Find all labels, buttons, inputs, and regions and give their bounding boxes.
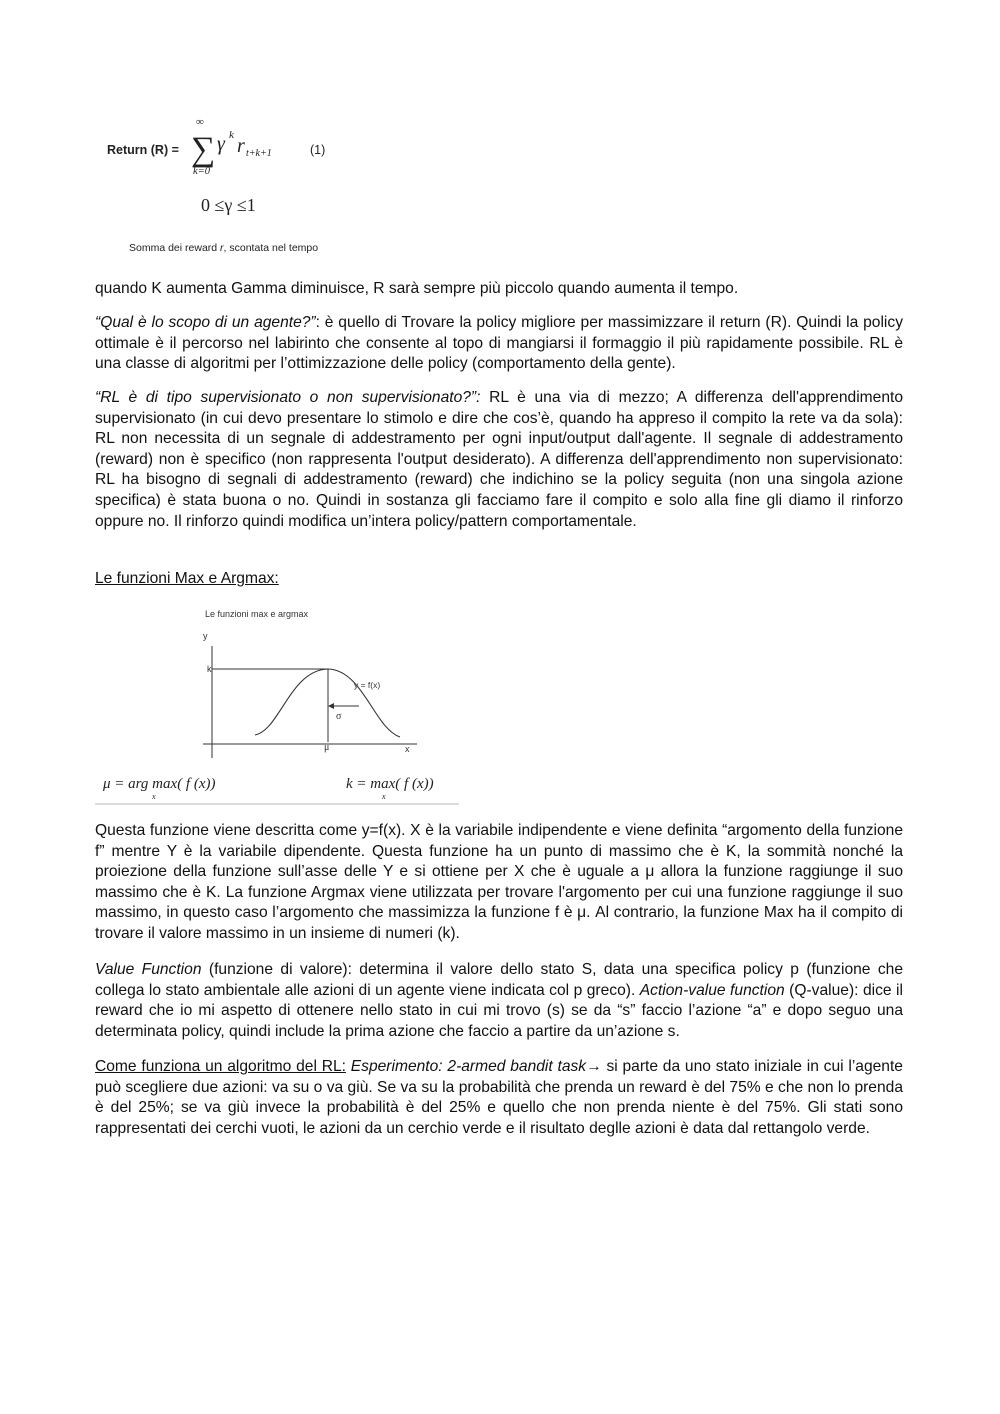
return-formula-graphic <box>95 110 355 260</box>
action-value-text: (Q-value): dice il reward che io mi aspetto di ottenere nello stato in cui mi trovo (s) se da “s” faccio l’azione “a” e dopo seguo una determinata policy, quindi include la prima azione che faccio a partire da un’azione s. <box>95 981 903 1040</box>
heading-max-argmax: Le funzioni Max e Argmax: <box>95 570 279 587</box>
max-argmax-graphic <box>95 600 465 810</box>
gamma-constraint: 0 ≤γ ≤1 <box>201 195 256 215</box>
paragraph-rl-algorithm <box>95 1057 903 1139</box>
rl-algorithm-text: si parte da uno stato iniziale in cui l’agente può scegliere due azioni: va su o va giù. Se va su la probabilità che prenda un reward è del 75% e che non lo prenda è del 25%; se va giù invece la probabilità è del 25% e quello che non prenda niente è del 75%. Gli stati sono rappresentati dei cerchi vuoti, le azioni da un cerchio verde e il risultato deglle azioni è data dal rettangolo verde. <box>95 1058 903 1137</box>
value-function-text: (funzione di valore): determina il valore dello stato S, data una specifica policy p (funzione che collega lo stato ambientale alle azioni di un agente viene indicata col p greco). <box>95 961 903 999</box>
sigma-arrowhead <box>328 703 334 709</box>
curve-label: y = f(x) <box>354 680 381 690</box>
paragraph-max-explanation: Questa funzione viene descritta come y=f(x). X è la variabile indipendente e viene definita “argomento della funzione f” mentre Y è la variabile dipendente. Questa funzione ha un punto di massimo che è K, la sommità nonché la proiezione della funzione sull’asse delle Y e si ottiene per X che è uguale a μ allora la funzione raggiunge il suo massimo che è K. La funzione Argmax viene utilizzata per trovare l'argomento per cui una funzione raggiunge il suo massimo, in questo caso l’argomento che massimizza la funzione f è μ. Al contrario, la funzione Max ha il compito di trovare il valore massimo in un insieme di numeri (k). <box>95 822 903 942</box>
k-label: k <box>207 664 212 674</box>
return-label: Return (R) = <box>107 143 179 157</box>
paragraph-value-function <box>95 960 903 1042</box>
gamma-exponent: k <box>229 129 234 141</box>
argmax-formula: μ = arg max( f (x)) <box>103 776 216 792</box>
y-axis-label: y <box>203 631 208 641</box>
equation-number: (1) <box>310 143 326 157</box>
mu-label: μ <box>324 742 330 753</box>
sum-upper-limit: ∞ <box>196 116 204 128</box>
x-axis-label: x <box>405 744 410 754</box>
question-supervision: “RL è di tipo supervisionato o non supervisionato?”: <box>95 389 481 406</box>
argmax-subscript: x <box>152 792 156 801</box>
paragraph-supervision <box>95 388 903 532</box>
heading-rl-algorithm: Come funziona un algoritmo del RL: <box>95 1058 346 1075</box>
reward-symbol: r <box>237 135 245 157</box>
term-value-function: Value Function <box>95 961 202 978</box>
term-action-value-function: Action-value function <box>639 981 785 999</box>
question-agent-goal: “Qual è lo scopo di un agente?” <box>95 314 316 331</box>
formula-caption: Somma dei reward r, scontata nel tempo <box>129 242 319 254</box>
arrow-icon: → <box>586 1058 602 1075</box>
paragraph-gamma: quando K aumenta Gamma diminuisce, R sarà sempre più piccolo quando aumenta il tempo. <box>95 280 739 297</box>
gamma-symbol: γ <box>217 133 225 155</box>
experiment-name: Esperimento: 2-armed bandit task <box>350 1058 587 1075</box>
sum-lower-limit: k=0 <box>193 166 210 177</box>
figure-title: Le funzioni max e argmax <box>205 609 309 619</box>
paragraph-agent-goal <box>95 313 903 375</box>
max-argmax-figure <box>95 600 465 810</box>
sum-symbol: ∑ <box>191 131 216 168</box>
sigma-label: σ <box>336 711 342 722</box>
answer-supervision: RL è una via di mezzo; A differenza dell'apprendimento supervisionato (in cui devo presentare lo stimolo e dire che cos’è, quando ha appreso il compito la rete va da sola): RL non necessita di un segnale di addestramento per ogni input/output dall'agente. Il segnale di addestramento (reward) non è specifico (non rappresenta l'output desiderato). A differenza dell'apprendimento non supervisionato: RL ha bisogno di segnali di addestramento (reward) che indichino se la policy seguita (non una singola azione specifica) è stata buona o no. Quindi in sostanza gli facciamo fare il compito e solo alla fine gli diamo il rinforzo oppure no. Il rinforzo quindi modifica un’intera policy/pattern comportamentale. <box>95 389 904 530</box>
answer-agent-goal: : è quello di Trovare la policy migliore per massimizzare il return (R). Quindi la policy ottimale è il percorso nel labirinto che consente al topo di mangiarsi il formaggio il più rapidamente possibile. RL è una classe di algoritmi per l’ottimizzazione delle policy (comportamento della gente). <box>95 314 903 373</box>
max-subscript: x <box>382 792 386 801</box>
return-formula-figure <box>95 110 355 260</box>
reward-subscript: t+k+1 <box>246 148 272 159</box>
max-formula: k = max( f (x)) <box>346 776 434 792</box>
